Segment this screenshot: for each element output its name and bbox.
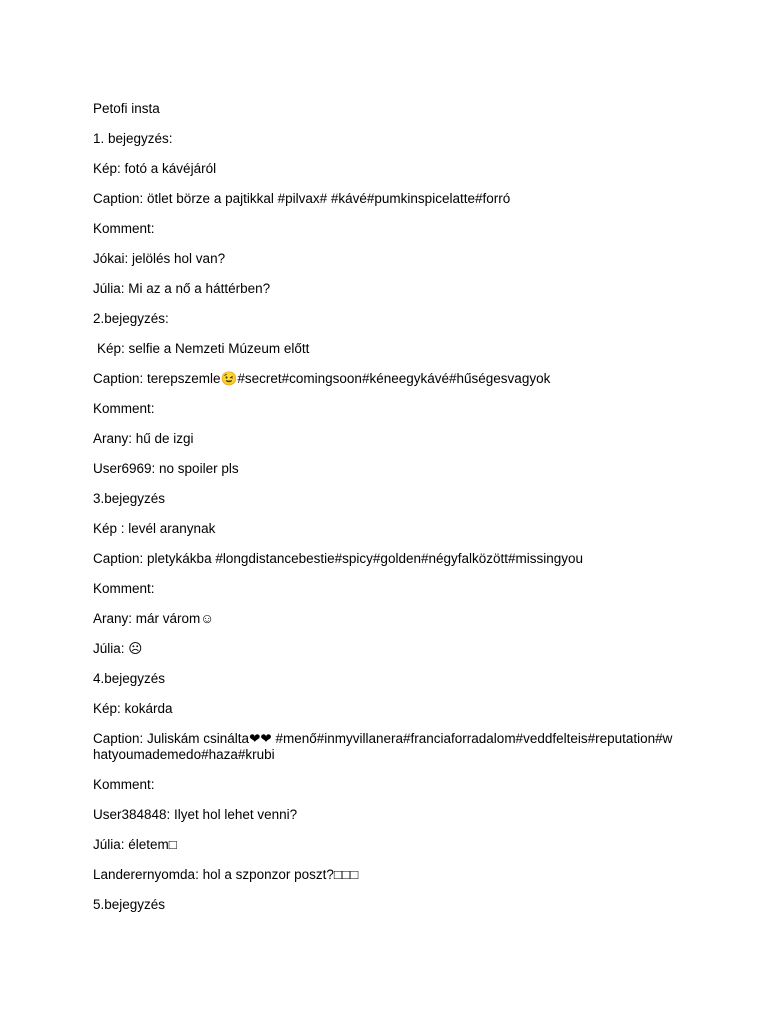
document-title: Petofi insta: [93, 101, 160, 116]
post-3-comment-heading: Komment:: [93, 581, 155, 596]
post-1-comment-jokai: Jókai: jelölés hol van?: [93, 251, 226, 266]
post-3-image-line: Kép : levél aranynak: [93, 521, 216, 536]
post-1-image-line: Kép: fotó a kávéjáról: [93, 161, 217, 176]
post-4-comment-user384848: User384848: Ilyet hol lehet venni?: [93, 807, 298, 822]
post-2-caption-line: Caption: terepszemle😉#secret#comingsoon#kéneegykávé#hűségesvagyok: [93, 371, 551, 386]
post-4-image-line: Kép: kokárda: [93, 701, 173, 716]
document-body: [93, 101, 693, 927]
post-heading-5: 5.bejegyzés: [93, 897, 166, 912]
post-2-comment-arany: Arany: hű de izgi: [93, 431, 194, 446]
post-heading-2: 2.bejegyzés:: [93, 311, 169, 326]
post-heading-3: 3.bejegyzés: [93, 491, 166, 506]
post-2-comment-user6969: User6969: no spoiler pls: [93, 461, 239, 476]
post-3-comment-julia: Júlia: ☹: [93, 641, 143, 656]
post-1-comment-heading: Komment:: [93, 221, 155, 236]
post-2-image-line: Kép: selfie a Nemzeti Múzeum előtt: [97, 341, 310, 356]
post-4-comment-landerernyomda: Landerernyomda: hol a szponzor poszt?□□□: [93, 867, 359, 882]
post-4-comment-julia: Júlia: életem□: [93, 837, 177, 852]
post-1-caption-line: Caption: ötlet börze a pajtikkal #pilvax# #kávé#pumkinspicelatte#forró: [93, 191, 511, 206]
post-1-comment-julia: Júlia: Mi az a nő a háttérben?: [93, 281, 271, 296]
post-3-caption-line: Caption: pletykákba #longdistancebestie#spicy#golden#négyfalközött#missingyou: [93, 551, 584, 566]
post-heading-4: 4.bejegyzés: [93, 671, 166, 686]
post-heading-1: 1. bejegyzés:: [93, 131, 173, 146]
post-3-comment-arany: Arany: már várom☺: [93, 611, 215, 626]
post-2-comment-heading: Komment:: [93, 401, 155, 416]
post-4-comment-heading: Komment:: [93, 777, 155, 792]
post-4-caption-line: Caption: Juliskám csinálta❤❤ #menő#inmyvillanera#franciaforradalom#veddfelteis#reputation#whatyoumademedo#haza#krubi: [93, 731, 673, 762]
